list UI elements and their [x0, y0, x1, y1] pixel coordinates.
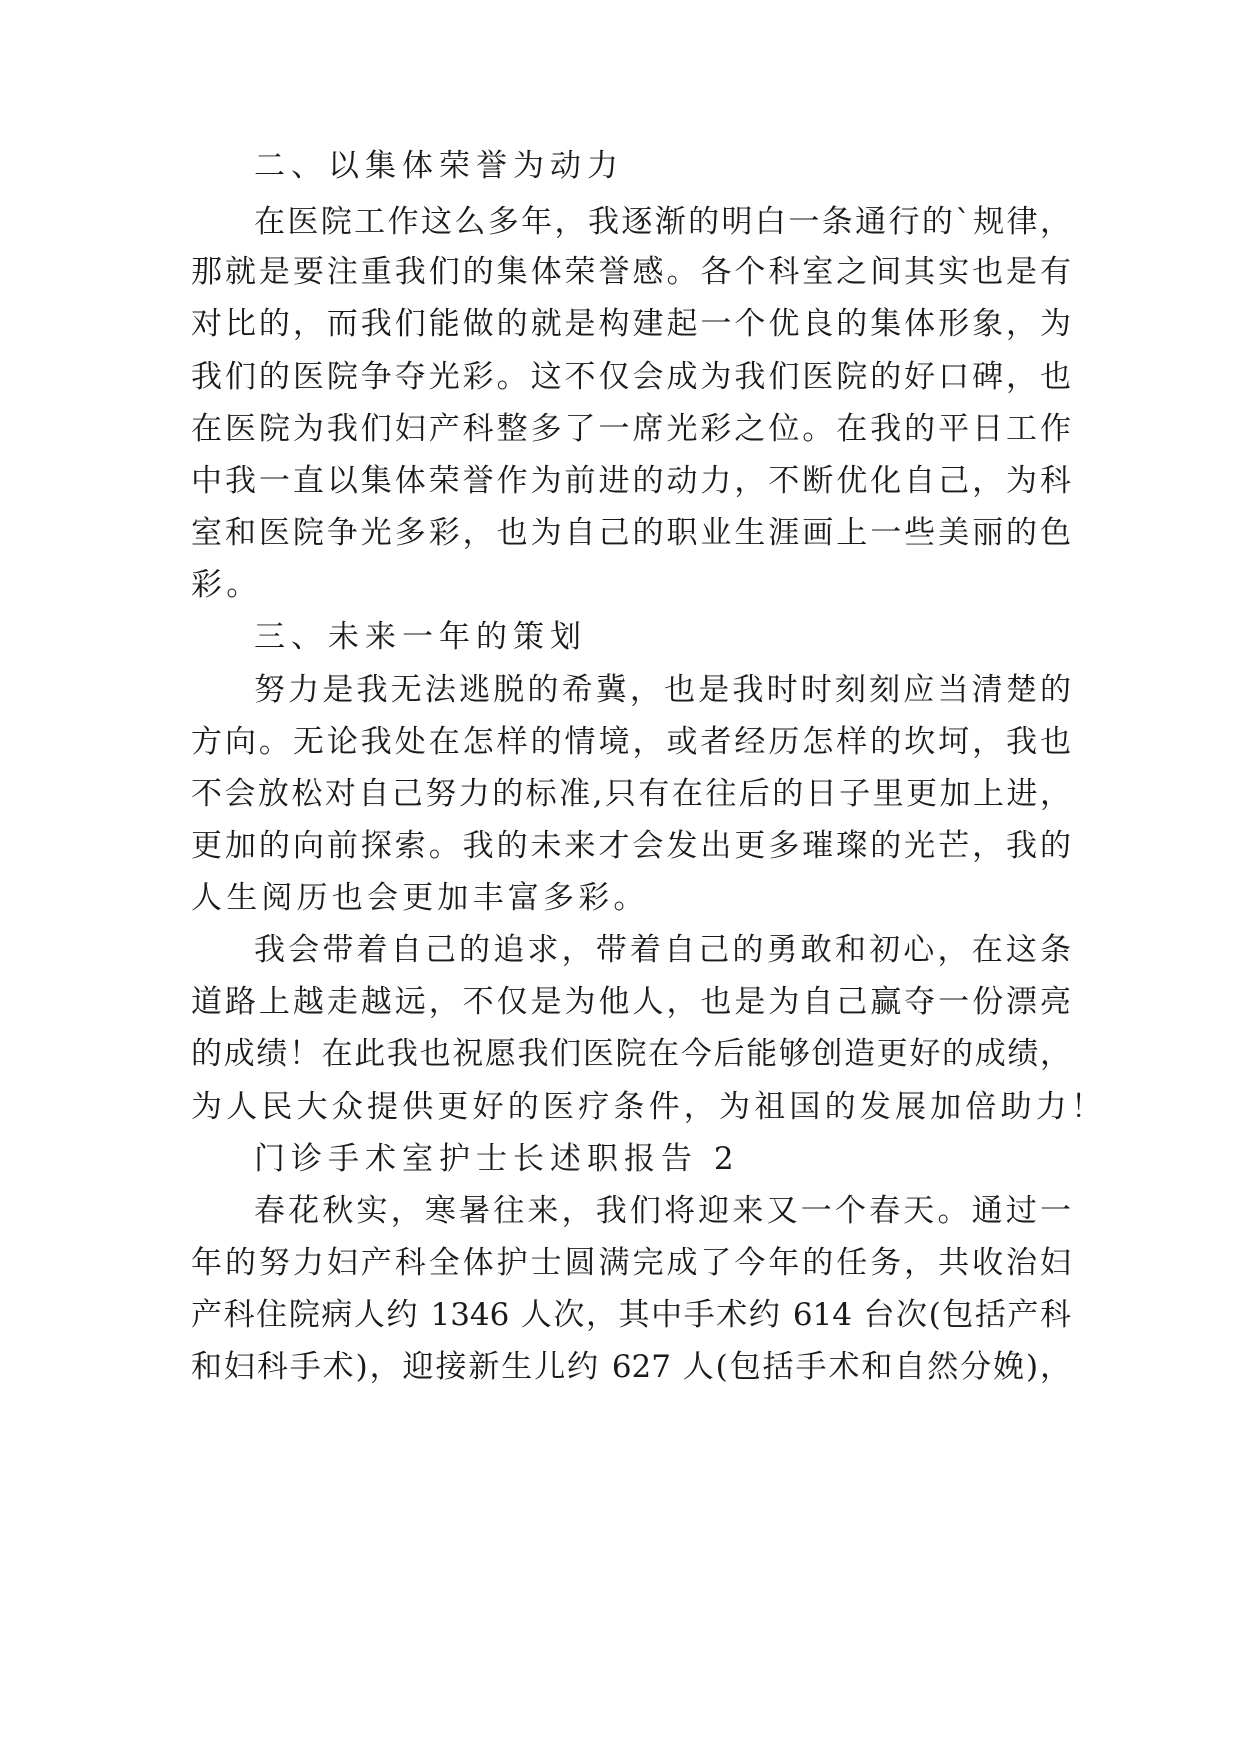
paragraph-line: 彩。 — [191, 567, 262, 603]
paragraph-line: 那就是要注重我们的集体荣誉感。各个科室之间其实也是有 — [191, 254, 1071, 290]
paragraph-line: 更加的向前探索。我的未来才会发出更多璀璨的光芒，我的 — [191, 828, 1071, 864]
section-heading-3: 三、未来一年的策划 — [254, 619, 587, 655]
paragraph-line: 努力是我无法逃脱的希冀，也是我时时刻刻应当清楚的 — [254, 672, 1071, 708]
paragraph-line: 道路上越走越远，不仅是为他人，也是为自己赢夺一份漂亮 — [191, 984, 1071, 1020]
paragraph-line: 室和医院争光多彩，也为自己的职业生涯画上一些美丽的色 — [191, 515, 1071, 551]
paragraph-line: 中我一直以集体荣誉作为前进的动力，不断优化自己，为科 — [191, 463, 1071, 499]
paragraph-line: 在医院为我们妇产科整多了一席光彩之位。在我的平日工作 — [191, 411, 1071, 447]
paragraph-line: 产科住院病人约 1346 人次，其中手术约 614 台次(包括产科 — [191, 1297, 1071, 1333]
paragraph-line: 的成绩！在此我也祝愿我们医院在今后能够创造更好的成绩， — [191, 1036, 1071, 1072]
paragraph-line: 年的努力妇产科全体护士圆满完成了今年的任务，共收治妇 — [191, 1245, 1071, 1281]
paragraph-line: 和妇科手术)，迎接新生儿约 627 人(包括手术和自然分娩)， — [191, 1349, 1071, 1385]
paragraph-line: 春花秋实，寒暑往来，我们将迎来又一个春天。通过一 — [254, 1193, 1071, 1229]
section-heading-2: 二、以集体荣誉为动力 — [254, 148, 624, 184]
paragraph-line: 为人民大众提供更好的医疗条件，为祖国的发展加倍助力！ — [191, 1089, 1107, 1125]
paragraph-line: 我会带着自己的追求，带着自己的勇敢和初心，在这条 — [254, 932, 1071, 968]
report-title: 门诊手术室护士长述职报告 2 — [254, 1141, 740, 1177]
paragraph-line: 在医院工作这么多年，我逐渐的明白一条通行的`规律， — [254, 204, 1071, 240]
paragraph-line: 人生阅历也会更加丰富多彩。 — [191, 880, 649, 916]
paragraph-line: 方向。无论我处在怎样的情境，或者经历怎样的坎坷，我也 — [191, 724, 1071, 760]
paragraph-line: 我们的医院争夺光彩。这不仅会成为我们医院的好口碑，也 — [191, 359, 1071, 395]
paragraph-line: 对比的，而我们能做的就是构建起一个优良的集体形象，为 — [191, 306, 1071, 342]
paragraph-line: 不会放松对自己努力的标准,只有在往后的日子里更加上进， — [191, 776, 1071, 812]
